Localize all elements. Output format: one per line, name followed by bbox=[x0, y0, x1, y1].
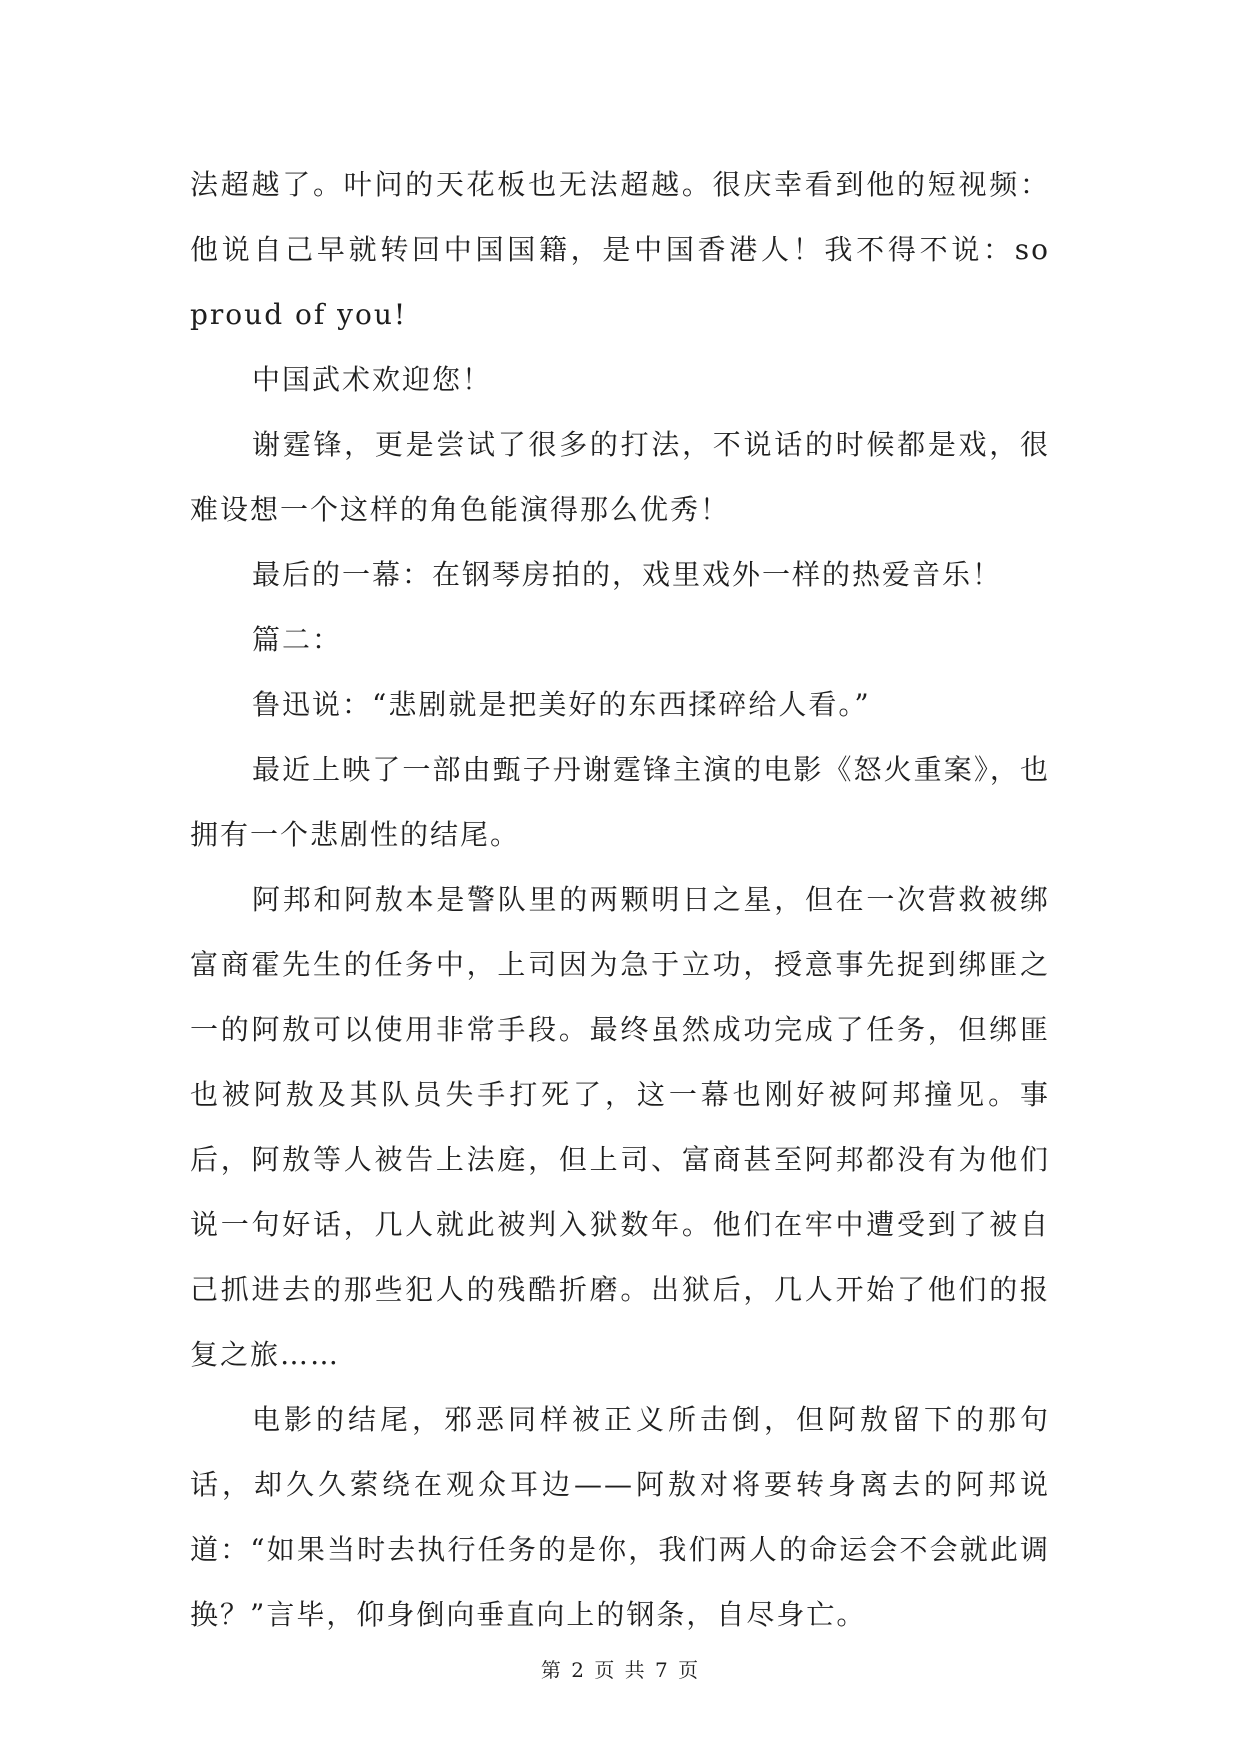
section-heading: 篇二： bbox=[252, 623, 343, 656]
paragraph: 中国武术欢迎您！ bbox=[252, 363, 493, 396]
paragraph: 电影的结尾，邪恶同样被正义所击倒，但阿敖留下的那句话，却久久萦绕在观众耳边——阿敖对将要转身离去的阿邦说道：“如果当时去执行任务的是你，我们两人的命运会不会就此调换？”言毕，仰身倒向垂直向上的钢条，自尽身亡。 bbox=[190, 1403, 1050, 1631]
paragraph: 谢霆锋，更是尝试了很多的打法，不说话的时候都是戏，很难设想一个这样的角色能演得那么优秀！ bbox=[190, 428, 1050, 526]
document-body bbox=[190, 152, 1050, 1647]
paragraph: 阿邦和阿敖本是警队里的两颗明日之星，但在一次营救被绑富商霍先生的任务中，上司因为急于立功，授意事先捉到绑匪之一的阿敖可以使用非常手段。最终虽然成功完成了任务，但绑匪也被阿敖及其队员失手打死了，这一幕也刚好被阿邦撞见。事后，阿敖等人被告上法庭，但上司、富商甚至阿邦都没有为他们说一句好话，几人就此被判入狱数年。他们在牢中遭受到了被自己抓进去的那些犯人的残酷折磨。出狱后，几人开始了他们的报复之旅…… bbox=[190, 883, 1050, 1371]
quote-paragraph: 鲁迅说：“悲剧就是把美好的东西揉碎给人看。” bbox=[252, 688, 871, 721]
paragraph-continuation: 法超越了。叶问的天花板也无法超越。很庆幸看到他的短视频：他说自己早就转回中国国籍，是中国香港人！我不得不说：so proud of you! bbox=[190, 168, 1050, 331]
page-number-footer: 第 2 页 共 7 页 bbox=[540, 1658, 701, 1682]
paragraph: 最近上映了一部由甄子丹谢霆锋主演的电影《怒火重案》，也拥有一个悲剧性的结尾。 bbox=[190, 753, 1050, 851]
paragraph: 最后的一幕：在钢琴房拍的，戏里戏外一样的热爱音乐！ bbox=[252, 558, 1003, 591]
